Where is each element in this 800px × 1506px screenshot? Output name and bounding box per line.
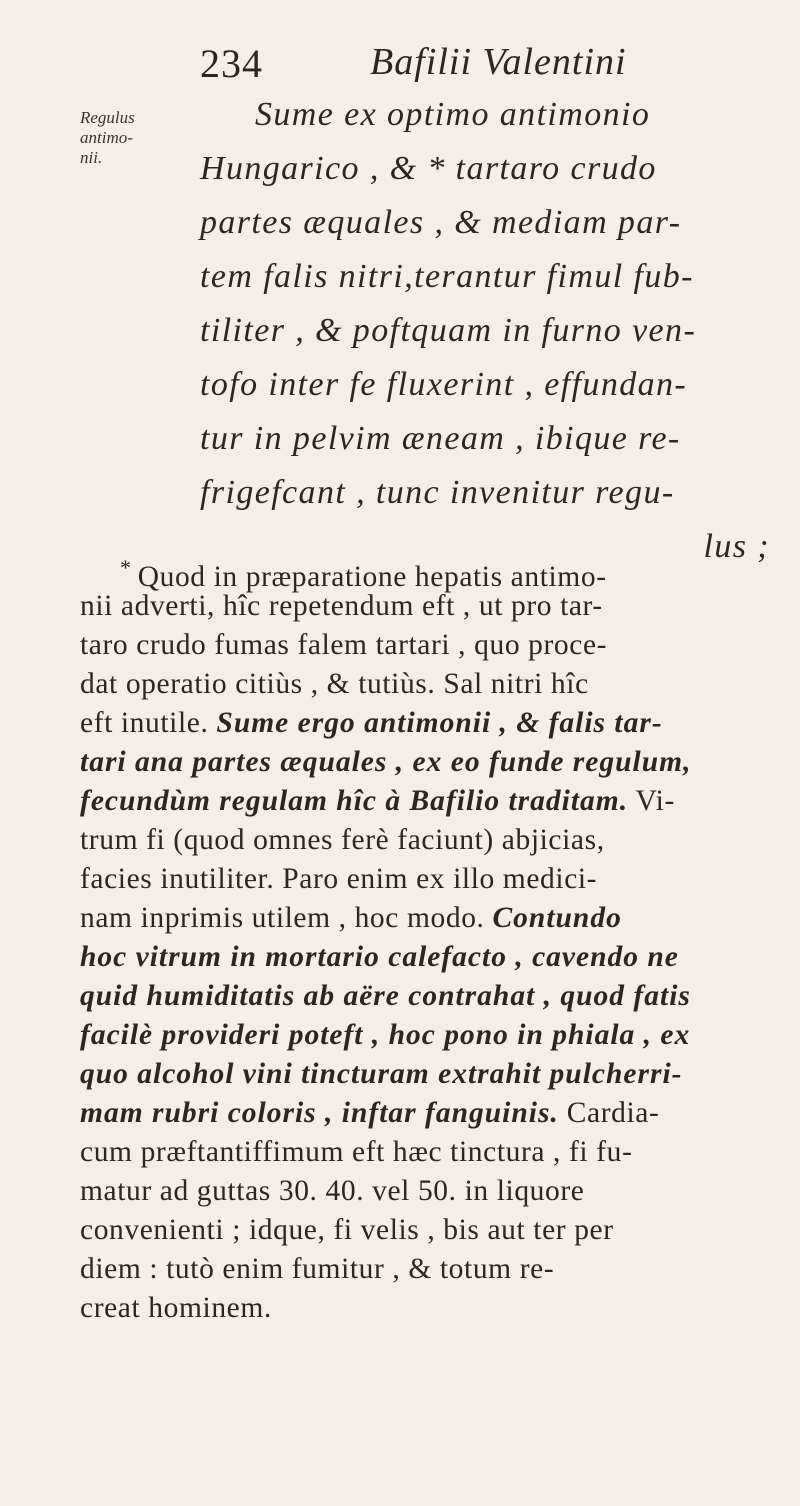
text-span: nii adverti, hîc repetendum eft , ut pro tar- <box>80 590 603 622</box>
footnote-marker: * <box>120 555 138 580</box>
commentary-line <box>80 587 792 626</box>
commentary-line <box>80 860 792 899</box>
commentary-line <box>80 1055 792 1094</box>
text-span: Vi- <box>628 785 675 817</box>
text-line: Sume ex optimo antimonio <box>255 96 651 133</box>
page-header <box>0 28 800 88</box>
text-line: partes æquales , & mediam par- <box>200 204 682 241</box>
text-span: mam rubri coloris , inftar fanguinis. <box>80 1097 559 1129</box>
commentary-line <box>80 1172 792 1211</box>
commentary-line <box>80 704 792 743</box>
text-span: tari ana partes æquales , ex eo funde regulum, <box>80 746 692 778</box>
text-span: convenienti ; idque, fi velis , bis aut ter per <box>80 1214 614 1246</box>
margin-note-line: Regulus <box>80 108 135 127</box>
commentary-line <box>80 899 792 938</box>
commentary-line <box>80 626 792 665</box>
commentary-line <box>80 1250 792 1289</box>
text-span: trum fi (quod omnes ferè faciunt) abjicias, <box>80 824 605 856</box>
commentary-line <box>80 977 792 1016</box>
commentary-line <box>80 743 792 782</box>
text-line: frigefcant , tunc invenitur regu- <box>200 474 675 511</box>
text-line: tiliter , & poftquam in furno ven- <box>200 312 697 349</box>
commentary-line <box>80 1133 792 1172</box>
commentary-line <box>80 821 792 860</box>
text-span: Contundo <box>492 902 622 934</box>
text-line: tofo inter fe fluxerint , effundan- <box>200 366 688 403</box>
commentary-line <box>80 1211 792 1250</box>
commentary-block <box>80 548 792 1328</box>
text-span: dat operatio citiùs , & tutiùs. Sal nitri hîc <box>80 668 589 700</box>
text-span: diem : tutò enim fumitur , & totum re- <box>80 1253 555 1285</box>
text-span: fecundùm regulam hîc à Bafilio traditam. <box>80 785 629 817</box>
commentary-line <box>80 1094 792 1133</box>
text-span: Sume ergo antimonii , & falis tar- <box>216 707 663 739</box>
text-line: tur in pelvim æneam , ibique re- <box>200 420 681 457</box>
text-line: tem falis nitri,terantur fimul fub- <box>200 258 694 295</box>
margin-note-line: nii. <box>80 148 103 167</box>
text-span: nam inprimis utilem , hoc modo. <box>80 902 493 934</box>
commentary-line <box>80 548 792 593</box>
commentary-line <box>80 665 792 704</box>
text-span: taro crudo fumas falem tartari , quo proce- <box>80 629 608 661</box>
text-line: Hungarico , & * tartaro crudo <box>200 150 657 187</box>
text-span: Cardia- <box>558 1097 660 1129</box>
text-span: quid humiditatis ab aëre contrahat , quod fatis <box>80 980 691 1012</box>
commentary-line <box>80 782 792 821</box>
text-span: eft inutile. <box>80 707 217 739</box>
commentary-line <box>80 1289 792 1328</box>
main-text-block <box>200 88 780 574</box>
margin-note-line: antimo- <box>80 128 133 147</box>
running-title: Bafilii Valentini <box>370 41 627 83</box>
text-span: Quod in præparatione hepatis antimo- <box>137 560 607 593</box>
text-span: facies inutiliter. Paro enim ex illo medici- <box>80 863 598 895</box>
text-span: creat hominem. <box>80 1292 272 1324</box>
text-span: quo alcohol vini tincturam extrahit pulcherri- <box>80 1058 683 1090</box>
text-span: hoc vitrum in mortario calefacto , cavendo ne <box>80 941 679 973</box>
text-span: matur ad guttas 30. 40. vel 50. in liquore <box>80 1175 585 1207</box>
margin-note <box>80 108 190 168</box>
text-span: facilè provideri poteft , hoc pono in phiala , ex <box>80 1019 691 1051</box>
text-span: cum præftantiffimum eft hæc tinctura , fi fu- <box>80 1136 633 1168</box>
commentary-line <box>80 938 792 977</box>
text-line: lus ; <box>703 528 770 565</box>
page-number: 234 <box>200 41 263 86</box>
commentary-line <box>80 1016 792 1055</box>
